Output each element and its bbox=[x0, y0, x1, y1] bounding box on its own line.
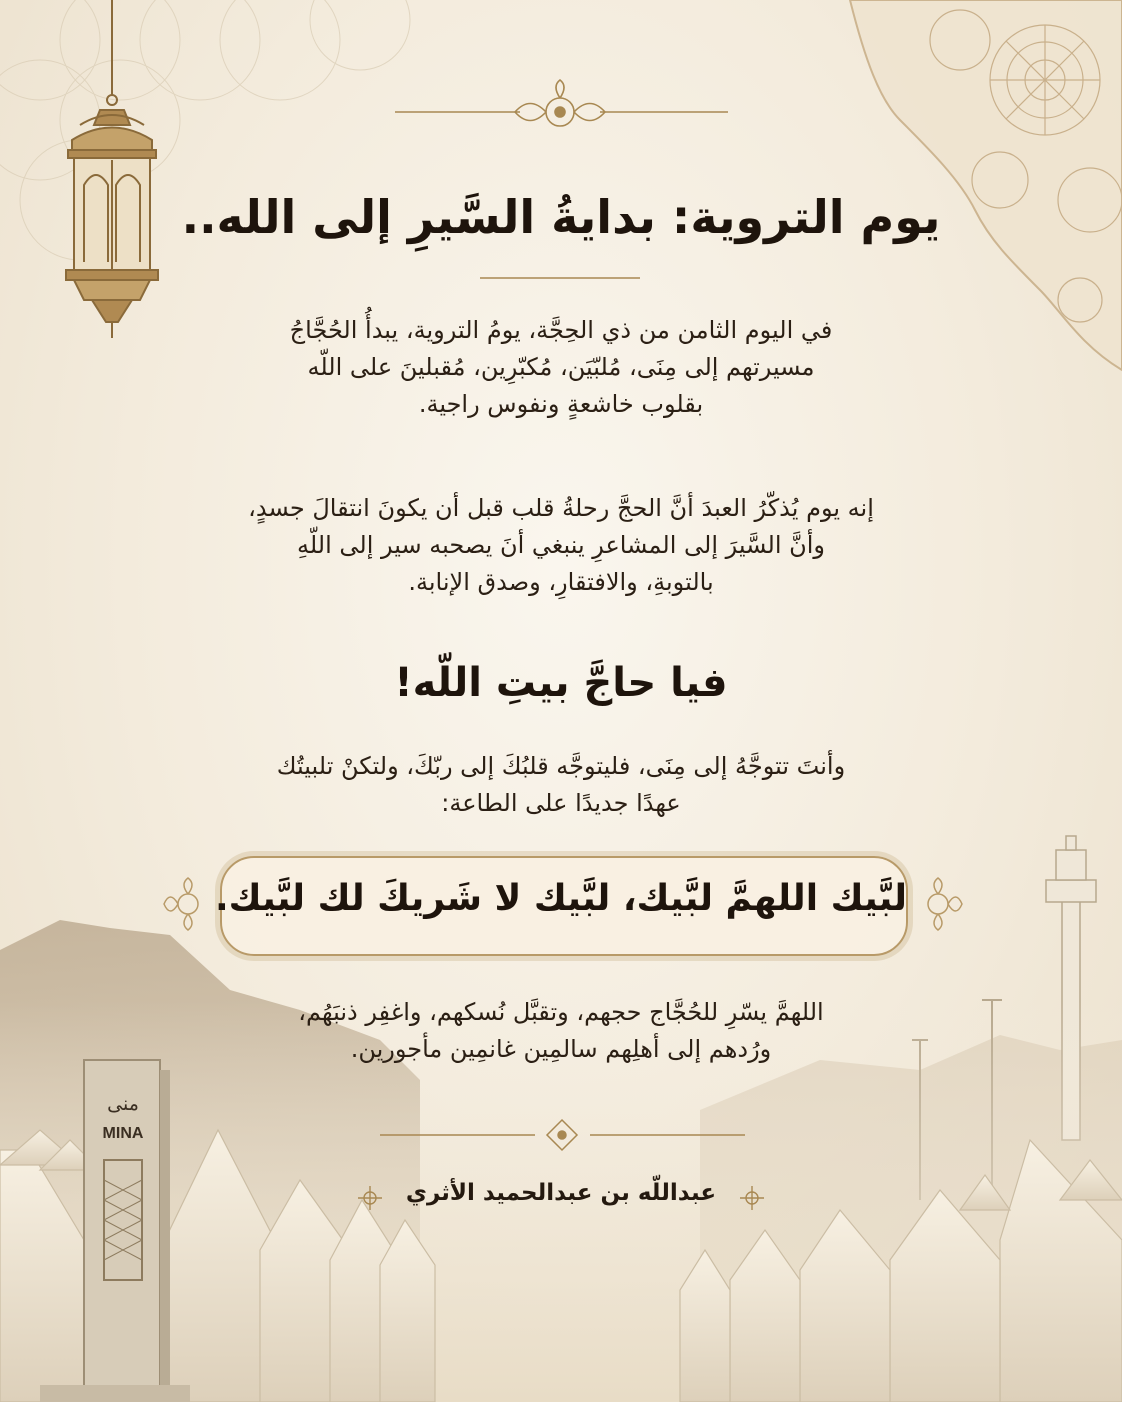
sign-label-latin: MINA bbox=[102, 1125, 144, 1142]
advice-line: عهدًا جديدًا على الطاعة: bbox=[441, 789, 681, 818]
call-heading: فيا حاجَّ بيتِ اللّه! bbox=[394, 660, 728, 706]
floral-ornament-icon bbox=[395, 80, 728, 126]
prayer-line: اللهمَّ يسّرِ للحُجَّاج حجهم، وتقبَّل نُسكهم، واغفِر ذنبَهُم، bbox=[298, 998, 824, 1026]
author-name: عبداللّه بن عبدالحميد الأثري bbox=[405, 1180, 717, 1206]
intro-line: مسيرتهم إلى مِنَى، مُلبّيَن، مُكبّرِين، مُقبلينَ على اللّه bbox=[307, 353, 815, 382]
intro-line: في اليوم الثامن من ذي الحِجَّة، يومُ التروية، يبدأُ الحُجَّاجُ bbox=[289, 316, 833, 344]
talbiyah-text: لبَّيك اللهمَّ لبَّيك، لبَّيك لا شَريكَ لك لبَّيك. bbox=[214, 878, 908, 919]
advice-paragraph bbox=[0, 748, 1122, 822]
page-title: يوم التروية: بدايةُ السَّيرِ إلى الله.. bbox=[181, 190, 941, 244]
prayer-line: ورُدهم إلى أهلِهم سالمِين غانمِين مأجورين. bbox=[350, 1035, 772, 1064]
sign-label-arabic: منى bbox=[107, 1093, 139, 1115]
reflection-line: إنه يوم يُذكّرُ العبدَ أنَّ الحجَّ رحلةُ قلب قبل أن يكونَ انتقالَ جسدٍ، bbox=[248, 494, 874, 522]
reflection-paragraph bbox=[0, 490, 1122, 602]
advice-line: وأنتَ تتوجَّهُ إلى مِنَى، فليتوجَّه قلبُكَ إلى ربّكَ، ولتكنْ تلبيتُك bbox=[276, 752, 846, 780]
prayer-paragraph bbox=[0, 994, 1122, 1068]
lantern-icon bbox=[66, 0, 158, 338]
intro-paragraph bbox=[0, 312, 1122, 424]
reflection-line: بالتوبةِ، والافتقارِ، وصدق الإنابة. bbox=[408, 568, 714, 597]
reflection-line: وأنَّ السَّيرَ إلى المشاعرِ ينبغي أنَ يصحبه سير إلى اللّهِ bbox=[296, 531, 826, 560]
intro-line: بقلوب خاشعةٍ ونفوس راجية. bbox=[418, 390, 704, 419]
